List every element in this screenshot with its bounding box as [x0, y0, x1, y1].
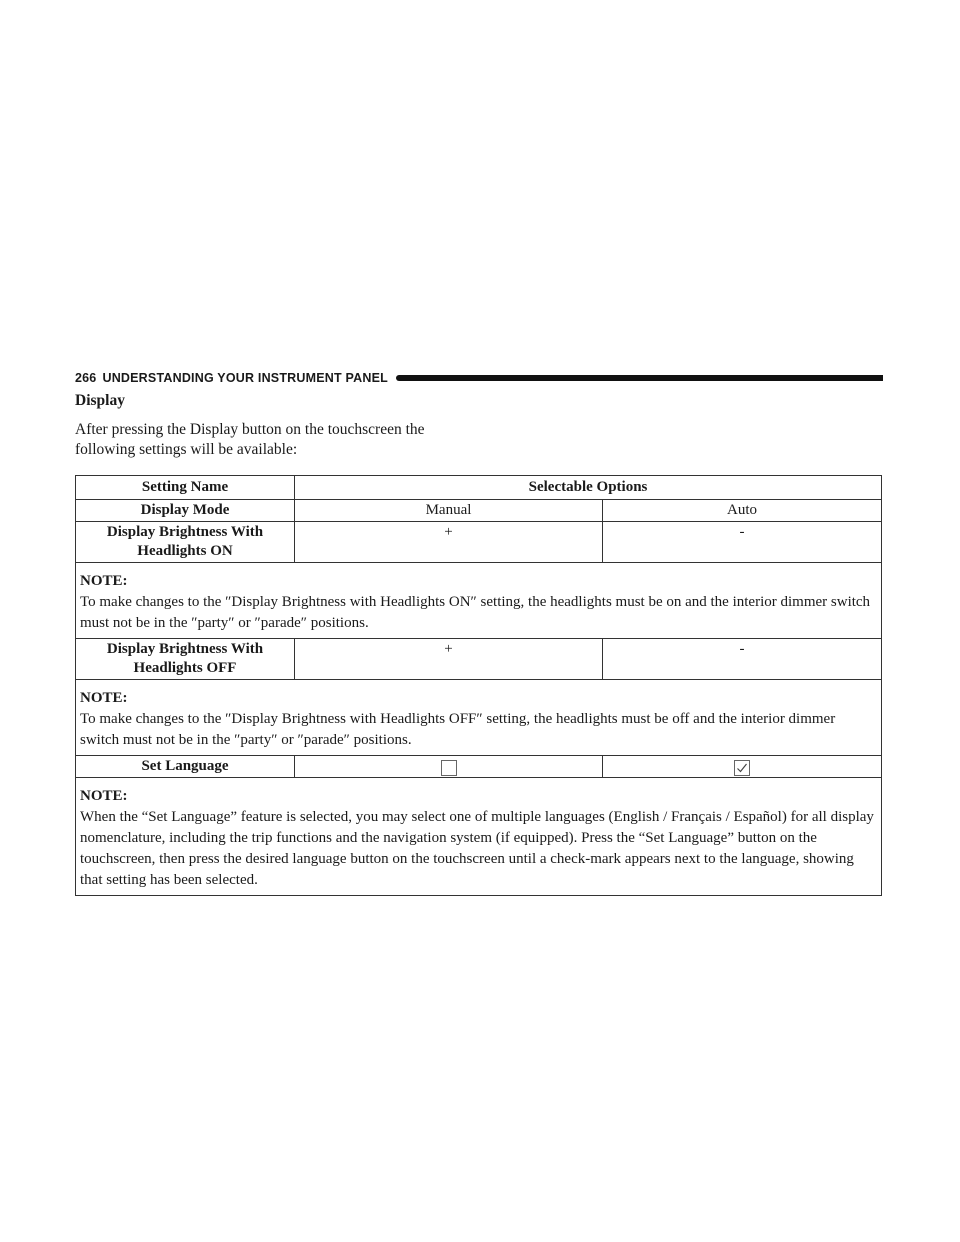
note-cell — [76, 680, 882, 756]
note-row — [76, 778, 882, 896]
table-row — [76, 756, 882, 778]
setting-name: Display Brightness With Headlights OFF — [76, 639, 295, 680]
header-selectable-options: Selectable Options — [295, 476, 882, 500]
note-cell — [76, 563, 882, 639]
settings-table — [75, 475, 882, 896]
page-number: 266 — [75, 371, 97, 385]
section-title: Display — [75, 392, 125, 409]
setting-name: Display Brightness With Headlights ON — [76, 522, 295, 563]
intro-paragraph: After pressing the Display button on the touchscreen the following settings will be available: — [75, 421, 425, 458]
note-text: To make changes to the ″Display Brightness with Headlights OFF″ setting, the headlights must be off and the interior dimmer switch must not be in the ″party″ or ″parade″ positions. — [80, 711, 836, 748]
note-text: To make changes to the ″Display Brightness with Headlights ON″ setting, the headlights must be on and the interior dimmer switch must not be in the ″party″ or ″parade″ positions. — [80, 594, 871, 631]
note-label: NOTE: — [80, 788, 128, 804]
option-cell: Manual — [295, 500, 603, 522]
option-cell: - — [603, 522, 882, 563]
table-row — [76, 522, 882, 563]
table-header-row — [76, 476, 882, 500]
setting-name: Set Language — [76, 756, 295, 778]
note-label: NOTE: — [80, 573, 128, 589]
note-label: NOTE: — [80, 690, 128, 706]
note-cell — [76, 778, 882, 896]
page-header — [75, 370, 883, 386]
option-cell — [603, 756, 882, 778]
header-setting-name: Setting Name — [76, 476, 295, 500]
note-text: When the “Set Language” feature is selected, you may select one of multiple languages (English / Français / Español) for all display nomenclature, including the trip functions and the navigation system (if equipped). Press the “Set Language” button on the touchscreen, then press the desired language button on the touchscreen until a check-mark appears next to the language, showing that setting has been selected. — [80, 809, 874, 888]
option-cell: Auto — [603, 500, 882, 522]
option-cell — [295, 756, 603, 778]
note-row — [76, 563, 882, 639]
checked-checkbox-icon — [734, 760, 750, 776]
empty-checkbox-icon — [441, 760, 457, 776]
header-rule — [396, 375, 883, 381]
option-cell: - — [603, 639, 882, 680]
option-cell: + — [295, 639, 603, 680]
chapter-title: UNDERSTANDING YOUR INSTRUMENT PANEL — [102, 371, 388, 385]
note-row — [76, 680, 882, 756]
option-cell: + — [295, 522, 603, 563]
setting-name: Display Mode — [76, 500, 295, 522]
table-row — [76, 639, 882, 680]
table-row — [76, 500, 882, 522]
